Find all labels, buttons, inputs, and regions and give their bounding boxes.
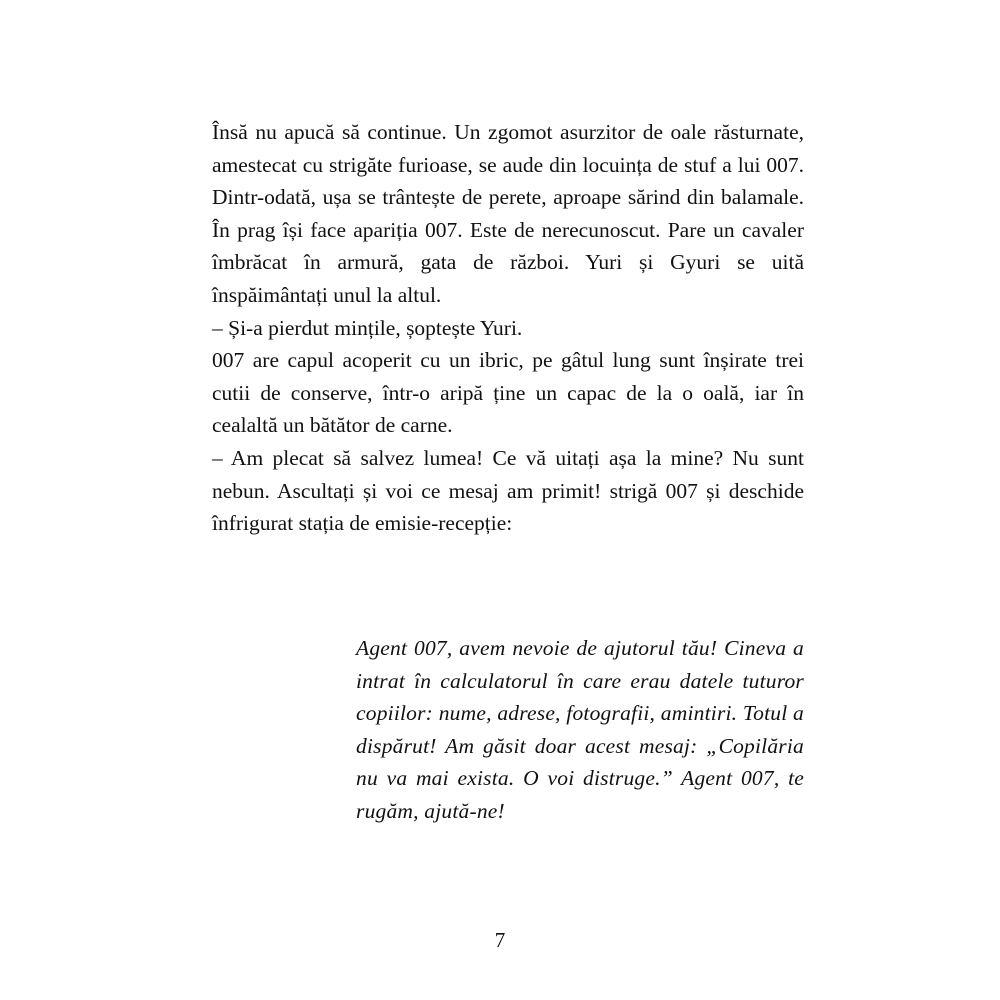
narrative-text xyxy=(212,116,804,540)
dialogue-line-007: – Am plecat să salvez lumea! Ce vă uitați așa la mine? Nu sunt nebun. Ascultați și voi ce mesaj am primit! strigă 007 și deschide înfrigurat stația de emisie-recepție: xyxy=(212,445,804,536)
paragraph-opening: Însă nu apucă să continue. Un zgomot asurzitor de oale răsturnate, amestecat cu strigăte furioase, se aude din locuința de stuf a lui 007. Dintr-odată, ușa se trântește de perete, aproape sărind din balamale. În prag își face apariția 007. Este de nerecunoscut. Pare un cavaler îmbrăcat în armură, gata de război. Yuri și Gyuri se uită înspăimântați unul la altul. xyxy=(212,120,804,307)
radio-message xyxy=(356,632,804,828)
paragraph-description: 007 are capul acoperit cu un ibric, pe gâtul lung sunt înșirate trei cutii de conserve, într-o aripă ține un capac de la o oală, iar în cealaltă un bătător de carne. xyxy=(212,348,804,438)
dialogue-line-yuri: – Și-a pierdut mințile, șoptește Yuri. xyxy=(212,315,523,340)
radio-message-text: Agent 007, avem nevoie de ajutorul tău! Cineva a intrat în calculatorul în care erau datele tuturor copiilor: nume, adrese, fotografii, amintiri. Totul a dispărut! Am găsit doar acest mesaj: „Copilăria nu va mai exista. O voi distruge.” Agent 007, te rugăm, ajută-ne! xyxy=(356,636,804,823)
page-number: 7 xyxy=(494,928,506,952)
